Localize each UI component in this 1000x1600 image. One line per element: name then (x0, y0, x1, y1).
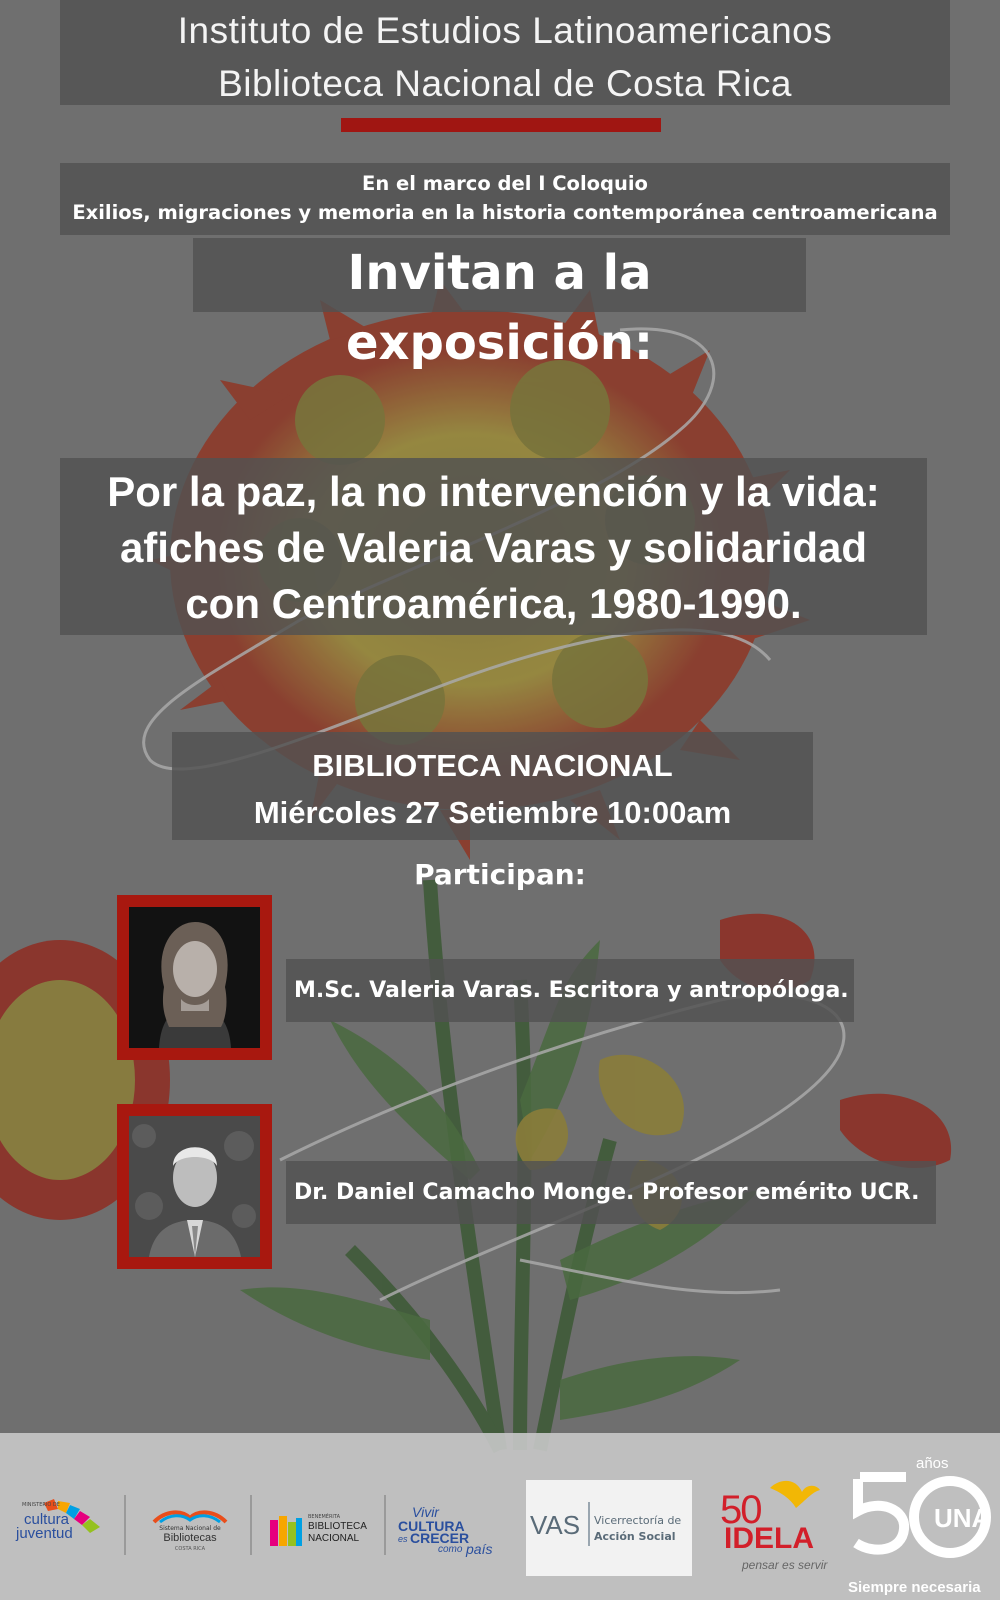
header-library: Biblioteca Nacional de Costa Rica (218, 63, 792, 104)
invitation-banner (193, 238, 806, 371)
red-divider (341, 118, 661, 132)
logo-sinabi-line2: Bibliotecas (163, 1532, 217, 1544)
exhibition-title-line3: con Centroamérica, 1980-1990. (185, 580, 802, 627)
event-details-banner (172, 732, 813, 840)
coloquio-title: Exilios, migraciones y memoria en la historia contemporánea centroamericana (72, 201, 938, 224)
logo-bn-line1: BIBLIOTECA (308, 1521, 367, 1532)
logo-sinabi-line3: COSTA RICA (174, 1546, 206, 1552)
exhibition-title-line1: Por la paz, la no intervención y la vida: (107, 468, 880, 515)
logo-vas (526, 1480, 692, 1576)
event-datetime: Miércoles 27 Setiembre 10:00am (253, 795, 732, 830)
logo-separator (124, 1495, 126, 1555)
logo-vivir-crecer: CRECER (410, 1530, 470, 1546)
open-book-icon (146, 1504, 234, 1524)
logo-vivir-es: es (398, 1534, 408, 1544)
logo-vivir-como: como (438, 1544, 463, 1555)
event-venue: BIBLIOTECA NACIONAL (312, 748, 673, 783)
participant-name: M.Sc. Valeria Varas. Escritora y antropóloga. (294, 978, 849, 1003)
logo-separator (384, 1495, 386, 1555)
logo-vivir-line2: CULTURA (398, 1518, 465, 1534)
exhibition-title-line2: afiches de Valeria Varas y solidaridad (119, 524, 868, 571)
logo-vivir-line1: Vivir (412, 1504, 439, 1520)
logo-vas-abbr: VAS (530, 1510, 581, 1540)
logo-separator (250, 1495, 252, 1555)
invitation-heading: Invitan a la exposición: (345, 245, 654, 371)
logo-sinabi (146, 1504, 234, 1556)
books-icon (268, 1512, 304, 1548)
logo-sinabi-line1: Sistema Nacional de (159, 1525, 221, 1532)
logo-una-50 (850, 1455, 1000, 1600)
logo-ministerio-small: MINISTERIO DE (22, 1502, 60, 1508)
logo-una-tagline: Siempre necesaria (848, 1579, 981, 1596)
logo-bn-line2: NACIONAL (308, 1533, 360, 1544)
participant-2-banner (286, 1161, 936, 1224)
logo-vivir-cultura (398, 1504, 508, 1558)
logo-biblioteca-nacional (268, 1512, 378, 1552)
participant-photo-frame (117, 1104, 272, 1269)
logo-idela-tagline: pensar es servir (742, 1558, 828, 1572)
logo-una-name: UNA (934, 1503, 991, 1533)
participant-photo-daniel-camacho (129, 1116, 260, 1257)
participant-photo-frame (117, 895, 272, 1060)
logo-idela-50 (716, 1478, 838, 1578)
logo-ministerio-juventud: juventud (16, 1525, 73, 1542)
participant-photo-valeria-varas (129, 907, 260, 1048)
logo-vas-line1: Vicerrectoría de (594, 1514, 682, 1527)
participants-heading: Participan: (414, 858, 586, 891)
logo-vas-line2: Acción Social (594, 1530, 676, 1543)
header-institute: Instituto de Estudios Latinoamericanos (177, 10, 833, 51)
exhibition-title-banner (60, 458, 927, 635)
logo-ministerio-cultura-juventud (14, 1497, 106, 1557)
logo-bn-small: BENEMÉRITA (308, 1514, 340, 1520)
logo-vas-divider (588, 1502, 590, 1546)
logo-idela-number: 50 (720, 1488, 761, 1532)
logo-idela-name: IDELA (724, 1522, 814, 1555)
logo-una-years: años (916, 1455, 949, 1472)
participant-name: Dr. Daniel Camacho Monge. Profesor emérito UCR. (294, 1180, 920, 1205)
logo-vivir-pais: país (466, 1541, 493, 1557)
coloquio-banner (60, 163, 950, 235)
logo-ministerio-cultura: cultura (24, 1511, 70, 1528)
participant-1-banner (286, 959, 854, 1022)
header-banner (60, 0, 950, 105)
coloquio-intro: En el marco del I Coloquio (362, 172, 648, 195)
bird-swoosh-icon (766, 1478, 822, 1518)
